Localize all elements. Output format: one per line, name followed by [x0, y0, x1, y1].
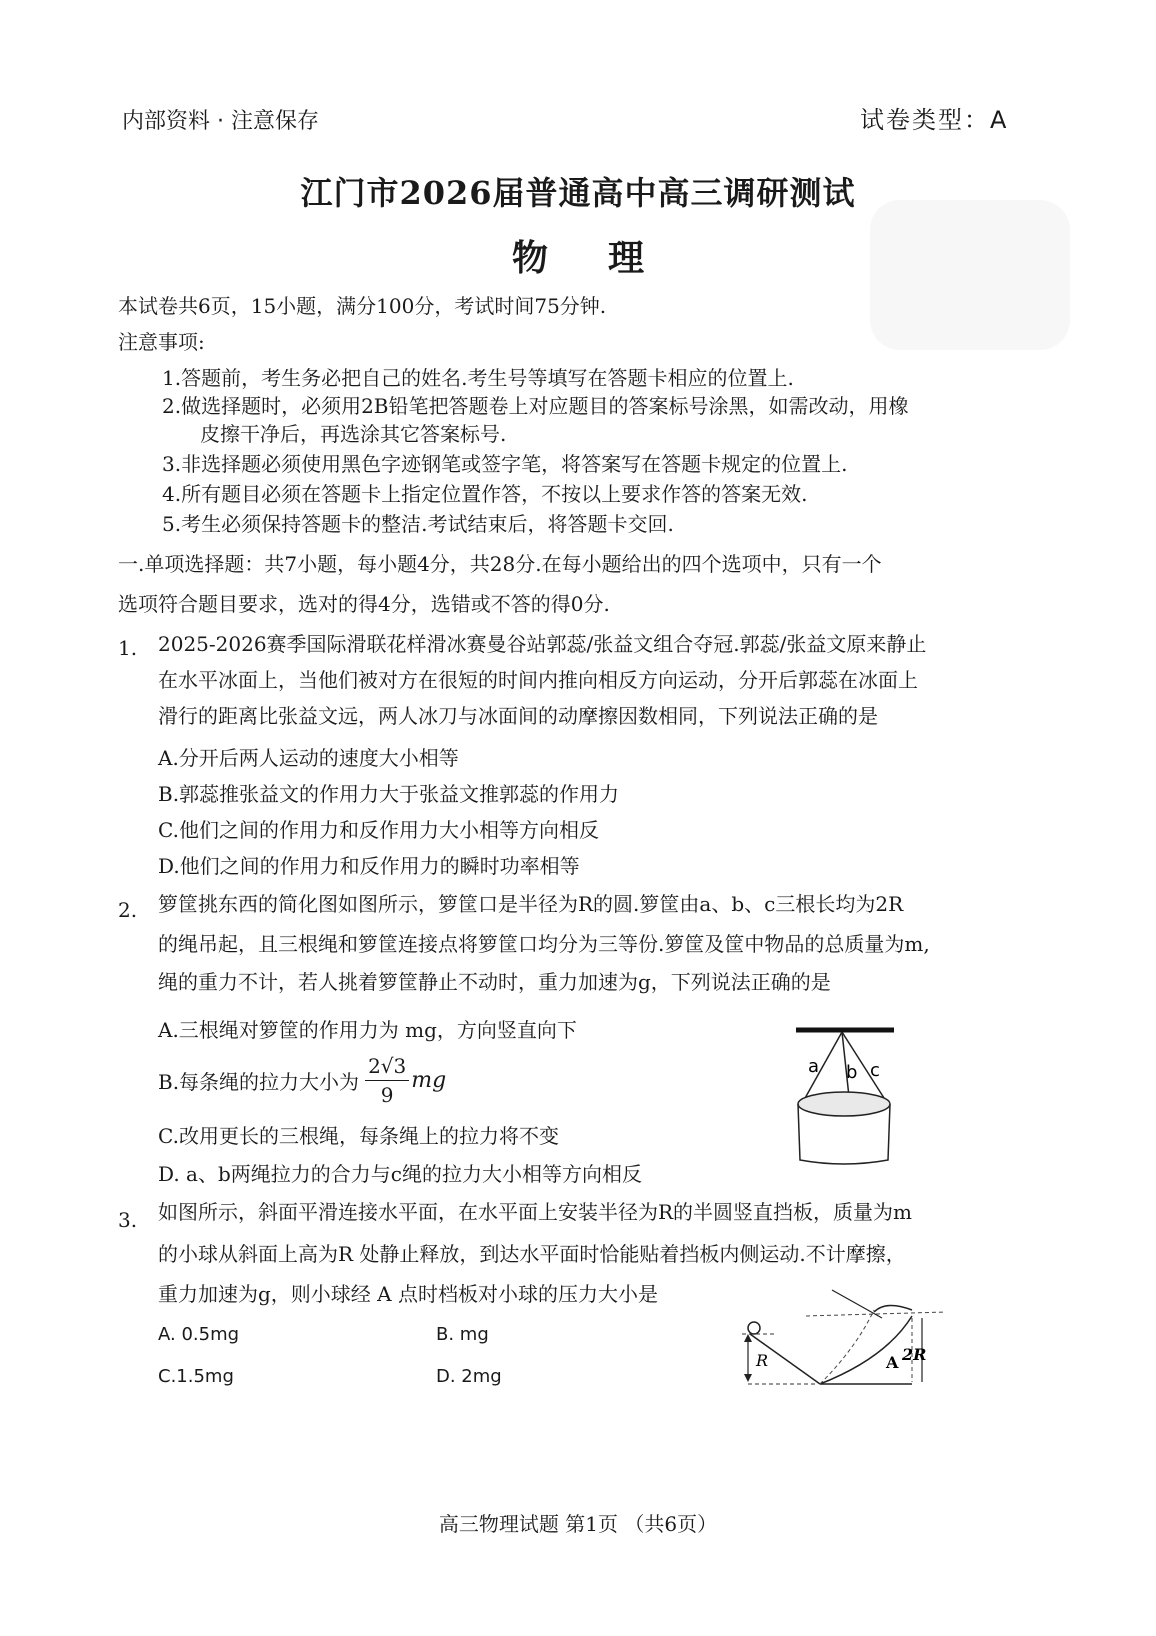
q1-option-b: B.郭蕊推张益文的作用力大于张益文推郭蕊的作用力	[158, 782, 620, 806]
exam-title: 江门市2026届普通高中高三调研测试	[300, 174, 856, 212]
q2-option-b: B.每条绳的拉力大小为 $\frac{2√3}{9}$ mg	[158, 1054, 447, 1107]
header-confidential: 内部资料 · 注意保存	[122, 109, 319, 134]
q2-stem-line: 绳的重力不计，若人挑着箩筐静止不动时，重力加速为g，下列说法正确的是	[158, 970, 831, 994]
diameter-label-2r: 2R	[902, 1345, 927, 1364]
q3-number: 3.	[118, 1208, 138, 1232]
basket-figure	[780, 1020, 910, 1170]
q2-number: 2.	[118, 898, 138, 922]
q3-stem-line: 的小球从斜面上高为R 处静止释放，到达水平面时恰能贴着挡板内侧运动.不计摩擦，	[158, 1242, 906, 1266]
intro-text: 本试卷共6页，15小题，满分100分，考试时间75分钟.	[118, 294, 607, 318]
q1-number: 1.	[118, 636, 138, 660]
q2-option-c: C.改用更长的三根绳，每条绳上的拉力将不变	[158, 1124, 559, 1148]
q1-stem-line: 2025-2026赛季国际滑联花样滑冰赛曼谷站郭蕊/张益文组合夺冠.郭蕊/张益文原来静止	[158, 632, 927, 656]
rope-label-c: c	[870, 1060, 880, 1081]
q3-option-c: C.1.5mg	[158, 1366, 234, 1387]
note-item: 皮擦干净后，再选涂其它答案标号.	[200, 422, 507, 446]
q2-option-a: A.三根绳对箩筐的作用力为 mg，方向竖直向下	[158, 1018, 577, 1042]
q3-option-d: D. 2mg	[436, 1366, 502, 1387]
section-heading: 一.单项选择题：共7小题，每小题4分，共28分.在每小题给出的四个选项中，只有一个	[118, 552, 882, 576]
height-label-r: R	[756, 1351, 769, 1370]
note-item: 2.做选择题时，必须用2B铅笔把答题卷上对应题目的答案标号涂黑，如需改动，用橡	[162, 394, 909, 418]
note-item: 5.考生必须保持答题卡的整洁.考试结束后，将答题卡交回.	[162, 512, 674, 536]
note-item: 3.非选择题必须使用黑色字迹钢笔或签字笔，将答案写在答题卡规定的位置上.	[162, 452, 848, 476]
subject-title: 物 理	[511, 237, 645, 279]
ramp-figure	[736, 1288, 956, 1398]
q3-stem-line: 如图所示，斜面平滑连接水平面，在水平面上安装半径为R的半圆竖直挡板，质量为m	[158, 1200, 913, 1224]
page-footer: 高三物理试题 第1页 （共6页）	[438, 1512, 718, 1536]
section-heading: 选项符合题目要求，选对的得4分，选错或不答的得0分.	[118, 592, 610, 616]
notes-title: 注意事项:	[118, 330, 205, 354]
q1-option-a: A.分开后两人运动的速度大小相等	[158, 746, 459, 770]
q3-option-b: B. mg	[436, 1324, 489, 1345]
q3-stem-line: 重力加速为g，则小球经 A 点时档板对小球的压力大小是	[158, 1282, 658, 1306]
note-item: 1.答题前，考生务必把自己的姓名.考生号等填写在答题卡相应的位置上.	[162, 366, 794, 390]
q2-stem-line: 箩筐挑东西的简化图如图所示，箩筐口是半径为R的圆.箩筐由a、b、c三根长均为2R	[158, 892, 904, 916]
q3-option-a: A. 0.5mg	[158, 1324, 240, 1345]
q1-option-c: C.他们之间的作用力和反作用力大小相等方向相反	[158, 818, 599, 842]
q1-option-d: D.他们之间的作用力和反作用力的瞬时功率相等	[158, 854, 580, 878]
header-paper-type: 试卷类型：A	[860, 106, 1009, 134]
q1-stem-line: 滑行的距离比张益文远，两人冰刀与冰面间的动摩擦因数相同，下列说法正确的是	[158, 704, 878, 728]
q2-option-d: D. a、b两绳拉力的合力与c绳的拉力大小相等方向相反	[158, 1162, 642, 1186]
note-item: 4.所有题目必须在答题卡上指定位置作答，不按以上要求作答的答案无效.	[162, 482, 808, 506]
rope-label-a: a	[808, 1056, 820, 1077]
fraction: $\frac{2√3}{9}$	[365, 1054, 409, 1107]
q1-stem-line: 在水平冰面上，当他们被对方在很短的时间内推向相反方向运动，分开后郭蕊在冰面上	[158, 668, 918, 692]
point-label-a: A	[886, 1353, 899, 1372]
q2-stem-line: 的绳吊起，且三根绳和箩筐连接点将箩筐口均分为三等份.箩筐及筐中物品的总质量为m,	[158, 932, 930, 956]
rope-label-b: b	[846, 1062, 858, 1083]
